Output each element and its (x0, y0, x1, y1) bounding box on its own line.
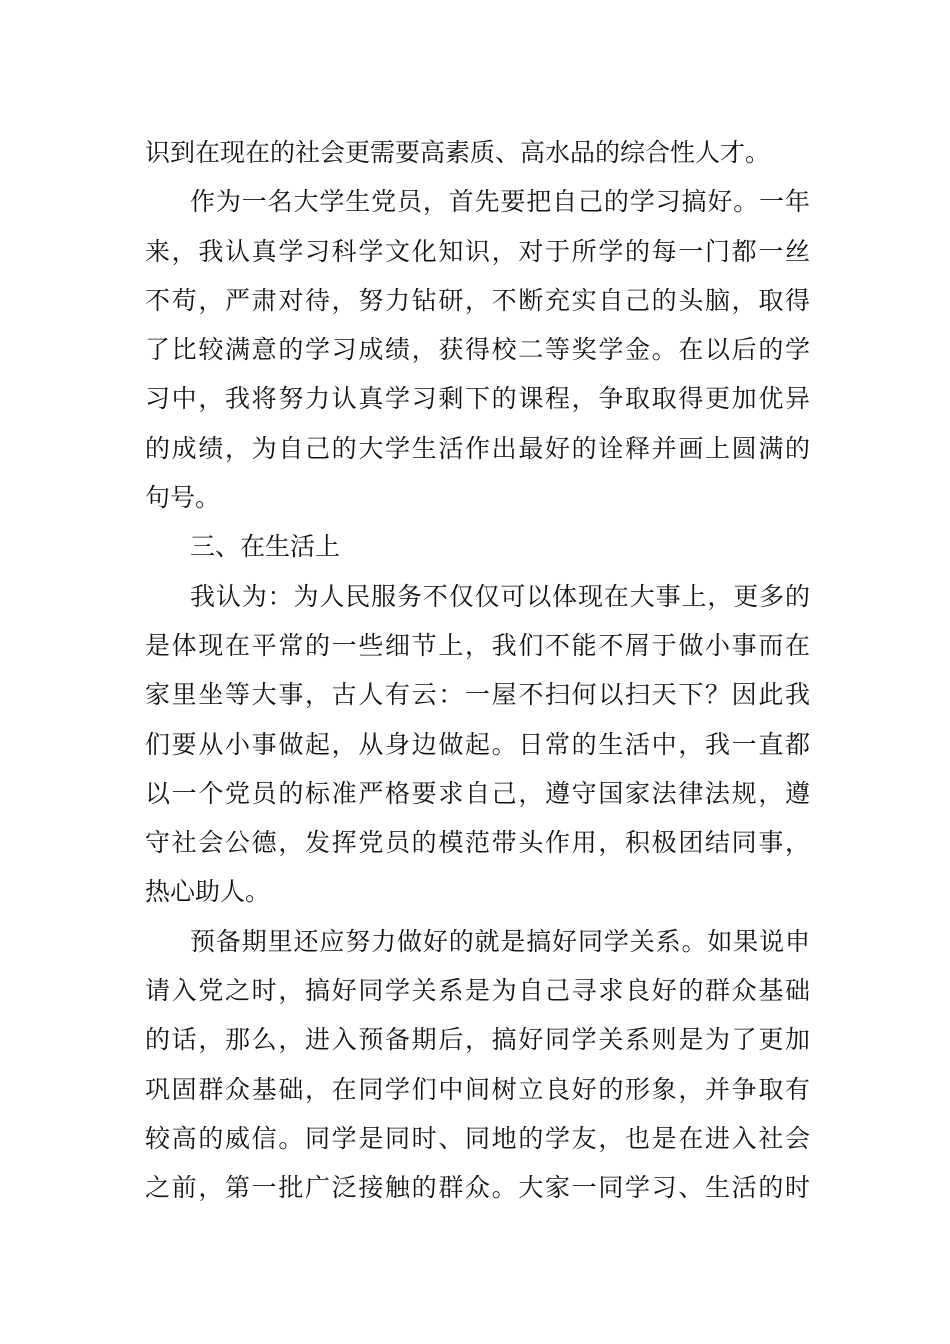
text-line: 的成绩，为自己的大学生活作出最好的诠释并画上圆满的 (145, 433, 810, 463)
paragraph-first-line: 我认为：为人民服务不仅仅可以体现在大事上，更多的 (190, 581, 810, 611)
text-line: 的话，那么，进入预备期后，搞好同学关系则是为了更加 (145, 1025, 810, 1055)
text-line: 识到在现在的社会更需要高素质、高水品的综合性人才。 (145, 138, 771, 167)
text-line: 来，我认真学习科学文化知识，对于所学的每一门都一丝 (145, 236, 810, 266)
text-line: 请入党之时，搞好同学关系是为自己寻求良好的群众基础 (145, 976, 810, 1006)
paragraph-first-line: 预备期里还应努力做好的就是搞好同学关系。如果说申 (190, 926, 810, 956)
text-line: 句号。 (145, 483, 221, 513)
text-line: 是体现在平常的一些细节上，我们不能不屑于做小事而在 (145, 630, 810, 660)
text-line: 之前，第一批广泛接触的群众。大家一同学习、生活的时 (145, 1173, 810, 1203)
text-line: 较高的威信。同学是同时、同地的学友，也是在进入社会 (145, 1123, 810, 1153)
text-line: 家里坐等大事，古人有云：一屋不扫何以扫天下？因此我 (145, 680, 810, 710)
text-line: 巩固群众基础，在同学们中间树立良好的形象，并争取有 (145, 1074, 810, 1104)
paragraph-first-line: 作为一名大学生党员，首先要把自己的学习搞好。一年 (190, 187, 810, 217)
text-line: 以一个党员的标准严格要求自己，遵守国家法律法规，遵 (145, 778, 810, 808)
text-line: 热心助人。 (145, 877, 271, 907)
body-text (145, 128, 810, 1213)
section-heading: 三、在生活上 (190, 532, 341, 562)
text-line: 守社会公德，发挥党员的模范带头作用，积极团结同事， (145, 828, 810, 858)
text-line: 习中，我将努力认真学习剩下的课程，争取取得更加优异 (145, 384, 810, 414)
text-line: 不苟，严肃对待，努力钻研，不断充实自己的头脑，取得 (145, 285, 810, 315)
text-line: 们要从小事做起，从身边做起。日常的生活中，我一直都 (145, 729, 810, 759)
text-line: 了比较满意的学习成绩，获得校二等奖学金。在以后的学 (145, 335, 810, 365)
